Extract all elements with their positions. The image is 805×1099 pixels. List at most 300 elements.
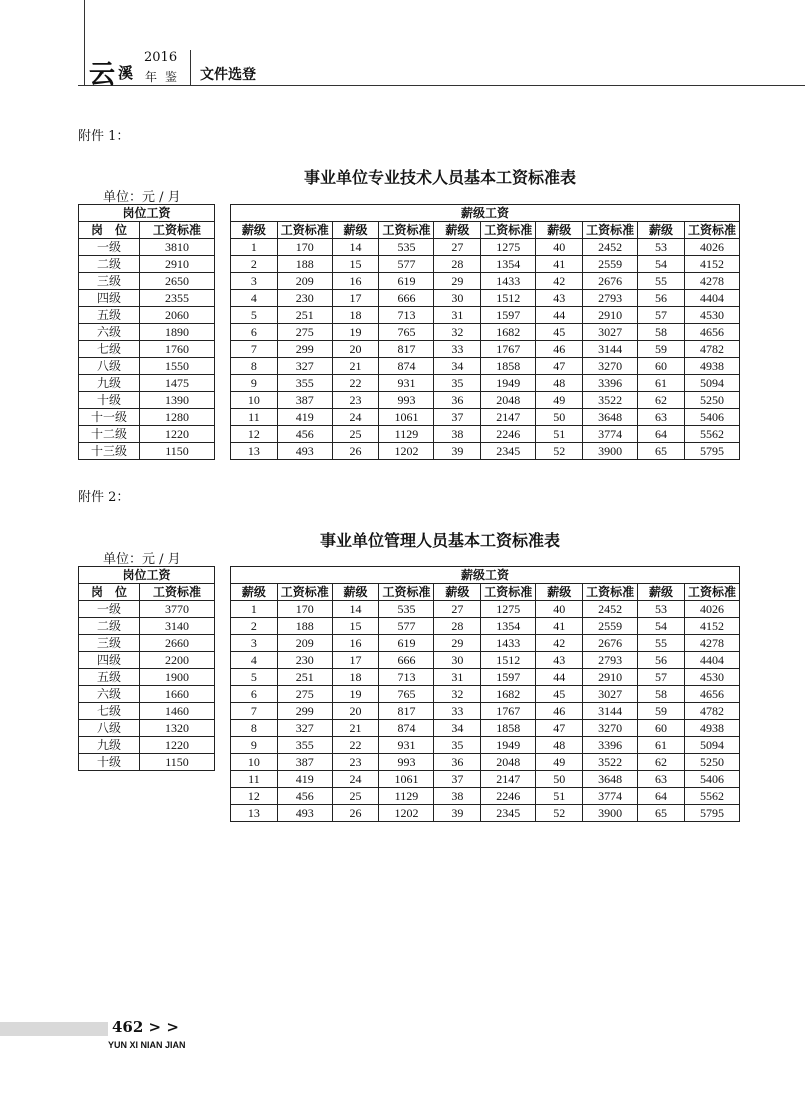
standard-cell: 5094 [684,737,739,754]
standard-cell: 355 [277,375,332,392]
level-cell: 59 [638,703,685,720]
standard-cell: 251 [277,669,332,686]
standard-cell: 5795 [684,805,739,822]
table-row [231,426,740,443]
standard-cell: 874 [379,358,434,375]
level-cell: 2 [231,256,278,273]
standard-cell: 5094 [684,375,739,392]
standard-cell: 993 [379,754,434,771]
standard-cell: 2793 [583,290,638,307]
standard-cell: 3140 [140,618,215,635]
position-cell: 一级 [79,601,140,618]
standard-cell: 1949 [481,375,536,392]
level-cell: 18 [332,669,379,686]
standard-cell: 993 [379,392,434,409]
level-cell: 43 [536,652,583,669]
level-cell: 15 [332,256,379,273]
page-number: 462 > > [112,1018,179,1036]
level-cell: 27 [434,601,481,618]
standard-cell: 5406 [684,771,739,788]
standard-cell: 1354 [481,618,536,635]
level-cell: 3 [231,273,278,290]
level-cell: 47 [536,720,583,737]
standard-cell: 2345 [481,443,536,460]
table-row [231,686,740,703]
col-level: 薪级 [434,222,481,239]
position-salary-table-1 [78,204,215,460]
standard-cell: 1512 [481,652,536,669]
level-cell: 19 [332,324,379,341]
level-cell: 23 [332,392,379,409]
standard-cell: 3900 [583,443,638,460]
standard-cell: 4938 [684,720,739,737]
attachment1-unit: 单位：元 / 月 [103,190,181,205]
level-cell: 50 [536,771,583,788]
standard-cell: 1900 [140,669,215,686]
level-cell: 34 [434,720,481,737]
position-cell: 四级 [79,290,140,307]
standard-cell: 2910 [583,669,638,686]
standard-cell: 874 [379,720,434,737]
table-row [231,256,740,273]
level-cell: 56 [638,652,685,669]
level-cell: 20 [332,703,379,720]
col-standard: 工资标准 [277,584,332,601]
table-row [231,788,740,805]
standard-cell: 5406 [684,409,739,426]
standard-cell: 3396 [583,375,638,392]
table-row [231,307,740,324]
level-cell: 10 [231,754,278,771]
level-cell: 39 [434,805,481,822]
grade-table-header: 薪级工资 [231,567,740,584]
standard-cell: 3270 [583,720,638,737]
position-cell: 五级 [79,307,140,324]
level-cell: 55 [638,635,685,652]
level-cell: 49 [536,754,583,771]
standard-cell: 2452 [583,601,638,618]
level-cell: 63 [638,771,685,788]
standard-cell: 493 [277,443,332,460]
standard-cell: 1949 [481,737,536,754]
standard-cell: 275 [277,686,332,703]
level-cell: 8 [231,358,278,375]
level-cell: 21 [332,358,379,375]
level-cell: 1 [231,601,278,618]
level-cell: 31 [434,669,481,686]
level-cell: 46 [536,703,583,720]
standard-cell: 535 [379,239,434,256]
standard-cell: 535 [379,601,434,618]
standard-cell: 1660 [140,686,215,703]
attachment1-title: 事业单位专业技术人员基本工资标准表 [303,168,576,187]
level-cell: 35 [434,375,481,392]
level-cell: 7 [231,703,278,720]
table-row [231,273,740,290]
standard-cell: 1597 [481,669,536,686]
level-cell: 38 [434,788,481,805]
standard-cell: 3522 [583,754,638,771]
level-cell: 60 [638,358,685,375]
level-cell: 58 [638,324,685,341]
level-cell: 2 [231,618,278,635]
standard-cell: 1682 [481,324,536,341]
table-row [231,703,740,720]
table-row [79,324,215,341]
table-row [79,307,215,324]
col-level: 薪级 [231,222,278,239]
level-cell: 1 [231,239,278,256]
standard-cell: 1129 [379,426,434,443]
standard-cell: 5562 [684,788,739,805]
position-cell: 五级 [79,669,140,686]
standard-cell: 3027 [583,324,638,341]
level-cell: 38 [434,426,481,443]
attachment2-title: 事业单位管理人员基本工资标准表 [319,531,560,550]
level-cell: 49 [536,392,583,409]
level-cell: 61 [638,737,685,754]
col-level: 薪级 [434,584,481,601]
level-cell: 59 [638,341,685,358]
table-row [231,771,740,788]
level-cell: 15 [332,618,379,635]
table-row [231,754,740,771]
level-cell: 62 [638,754,685,771]
level-cell: 54 [638,618,685,635]
standard-cell: 666 [379,652,434,669]
standard-cell: 3027 [583,686,638,703]
standard-cell: 170 [277,239,332,256]
standard-cell: 817 [379,341,434,358]
standard-cell: 2676 [583,273,638,290]
level-cell: 8 [231,720,278,737]
table-row [231,239,740,256]
level-cell: 52 [536,443,583,460]
level-cell: 64 [638,426,685,443]
col-standard: 工资标准 [379,222,434,239]
logo-char-xi: 溪 [118,64,134,82]
table-row [231,601,740,618]
level-cell: 53 [638,601,685,618]
standard-cell: 275 [277,324,332,341]
standard-cell: 2048 [481,754,536,771]
standard-cell: 387 [277,392,332,409]
standard-cell: 1390 [140,392,215,409]
level-cell: 57 [638,307,685,324]
standard-cell: 299 [277,703,332,720]
standard-cell: 1433 [481,273,536,290]
header-nianjian: 年鉴 [145,70,186,84]
standard-cell: 1220 [140,737,215,754]
standard-cell: 4782 [684,703,739,720]
standard-cell: 1202 [379,443,434,460]
level-cell: 44 [536,307,583,324]
level-cell: 31 [434,307,481,324]
col-standard: 工资标准 [583,584,638,601]
standard-cell: 2559 [583,256,638,273]
standard-cell: 577 [379,618,434,635]
col-level: 薪级 [231,584,278,601]
level-cell: 22 [332,737,379,754]
standard-cell: 1767 [481,341,536,358]
standard-cell: 713 [379,669,434,686]
table-row [231,409,740,426]
footer-english: YUN XI NIAN JIAN [108,1040,186,1050]
level-cell: 50 [536,409,583,426]
standard-cell: 3396 [583,737,638,754]
table-row [79,618,215,635]
level-cell: 65 [638,805,685,822]
standard-cell: 4530 [684,307,739,324]
level-cell: 57 [638,669,685,686]
standard-cell: 2246 [481,426,536,443]
level-cell: 13 [231,805,278,822]
level-cell: 14 [332,239,379,256]
level-cell: 28 [434,256,481,273]
pos-table-header: 岗位工资 [79,205,215,222]
level-cell: 32 [434,324,481,341]
position-cell: 八级 [79,720,140,737]
standard-cell: 2910 [140,256,215,273]
table-row [79,273,215,290]
standard-cell: 1150 [140,754,215,771]
standard-cell: 1150 [140,443,215,460]
level-cell: 46 [536,341,583,358]
standard-cell: 1354 [481,256,536,273]
standard-cell: 1460 [140,703,215,720]
standard-cell: 1550 [140,358,215,375]
pos-col-position: 岗 位 [79,222,140,239]
standard-cell: 1760 [140,341,215,358]
standard-cell: 2452 [583,239,638,256]
level-cell: 17 [332,290,379,307]
standard-cell: 666 [379,290,434,307]
table-row [231,375,740,392]
standard-cell: 3810 [140,239,215,256]
level-cell: 29 [434,273,481,290]
level-cell: 11 [231,409,278,426]
level-cell: 48 [536,737,583,754]
level-cell: 45 [536,686,583,703]
standard-cell: 1061 [379,771,434,788]
standard-cell: 1280 [140,409,215,426]
table-row [79,669,215,686]
level-cell: 19 [332,686,379,703]
standard-cell: 931 [379,737,434,754]
position-cell: 八级 [79,358,140,375]
standard-cell: 817 [379,703,434,720]
level-cell: 37 [434,771,481,788]
level-cell: 42 [536,635,583,652]
standard-cell: 1890 [140,324,215,341]
standard-cell: 3900 [583,805,638,822]
level-cell: 17 [332,652,379,669]
standard-cell: 1320 [140,720,215,737]
pos-table-header: 岗位工资 [79,567,215,584]
level-cell: 54 [638,256,685,273]
standard-cell: 3144 [583,703,638,720]
table-row [231,290,740,307]
level-cell: 44 [536,669,583,686]
level-cell: 12 [231,426,278,443]
position-cell: 三级 [79,273,140,290]
table-row [231,652,740,669]
position-cell: 九级 [79,375,140,392]
col-standard: 工资标准 [684,222,739,239]
standard-cell: 3770 [140,601,215,618]
level-cell: 36 [434,754,481,771]
table-row [231,341,740,358]
level-cell: 14 [332,601,379,618]
standard-cell: 188 [277,256,332,273]
table-row [79,601,215,618]
table-row [79,290,215,307]
table-row [79,426,215,443]
header-year: 2016 [144,50,178,65]
standard-cell: 5795 [684,443,739,460]
level-cell: 39 [434,443,481,460]
level-cell: 30 [434,290,481,307]
standard-cell: 1597 [481,307,536,324]
standard-cell: 2676 [583,635,638,652]
level-cell: 62 [638,392,685,409]
table-row [79,720,215,737]
standard-cell: 1433 [481,635,536,652]
table-row [231,720,740,737]
level-cell: 3 [231,635,278,652]
level-cell: 34 [434,358,481,375]
standard-cell: 4278 [684,273,739,290]
standard-cell: 2355 [140,290,215,307]
level-cell: 65 [638,443,685,460]
standard-cell: 2793 [583,652,638,669]
level-cell: 5 [231,307,278,324]
level-cell: 10 [231,392,278,409]
position-cell: 二级 [79,618,140,635]
level-cell: 33 [434,703,481,720]
level-cell: 13 [231,443,278,460]
position-cell: 六级 [79,324,140,341]
standard-cell: 209 [277,635,332,652]
level-cell: 60 [638,720,685,737]
level-cell: 52 [536,805,583,822]
col-standard: 工资标准 [481,584,536,601]
standard-cell: 387 [277,754,332,771]
standard-cell: 355 [277,737,332,754]
table-row [231,618,740,635]
standard-cell: 188 [277,618,332,635]
standard-cell: 419 [277,771,332,788]
pos-col-position: 岗 位 [79,584,140,601]
level-cell: 25 [332,426,379,443]
page-header [0,0,805,95]
header-section: 文件选登 [200,67,256,83]
standard-cell: 3648 [583,409,638,426]
level-cell: 58 [638,686,685,703]
standard-cell: 765 [379,324,434,341]
level-cell: 28 [434,618,481,635]
standard-cell: 2060 [140,307,215,324]
standard-cell: 3144 [583,341,638,358]
col-standard: 工资标准 [684,584,739,601]
standard-cell: 577 [379,256,434,273]
level-cell: 11 [231,771,278,788]
logo-char-yun: 云 [89,60,116,90]
standard-cell: 2559 [583,618,638,635]
table-row [79,652,215,669]
standard-cell: 4938 [684,358,739,375]
col-level: 薪级 [332,584,379,601]
level-cell: 51 [536,426,583,443]
col-level: 薪级 [638,584,685,601]
table-row [79,635,215,652]
level-cell: 18 [332,307,379,324]
standard-cell: 4530 [684,669,739,686]
standard-cell: 2246 [481,788,536,805]
standard-cell: 1129 [379,788,434,805]
table-row [231,324,740,341]
position-cell: 一级 [79,239,140,256]
grade-salary-table-2 [230,566,740,822]
table-row [79,443,215,460]
standard-cell: 2147 [481,771,536,788]
standard-cell: 4026 [684,239,739,256]
level-cell: 40 [536,601,583,618]
level-cell: 41 [536,618,583,635]
level-cell: 61 [638,375,685,392]
col-standard: 工资标准 [481,222,536,239]
level-cell: 12 [231,788,278,805]
standard-cell: 456 [277,426,332,443]
col-standard: 工资标准 [583,222,638,239]
position-cell: 三级 [79,635,140,652]
standard-cell: 1202 [379,805,434,822]
standard-cell: 5562 [684,426,739,443]
header-divider [84,0,85,86]
standard-cell: 619 [379,635,434,652]
standard-cell: 3648 [583,771,638,788]
table-row [231,669,740,686]
standard-cell: 1858 [481,720,536,737]
level-cell: 45 [536,324,583,341]
col-level: 薪级 [536,222,583,239]
standard-cell: 1275 [481,239,536,256]
table-row [79,392,215,409]
standard-cell: 170 [277,601,332,618]
standard-cell: 4404 [684,290,739,307]
level-cell: 40 [536,239,583,256]
table-row [79,341,215,358]
position-salary-table-2 [78,566,215,771]
position-cell: 四级 [79,652,140,669]
col-level: 薪级 [536,584,583,601]
level-cell: 20 [332,341,379,358]
pos-col-standard: 工资标准 [140,222,215,239]
standard-cell: 5250 [684,392,739,409]
level-cell: 42 [536,273,583,290]
standard-cell: 2147 [481,409,536,426]
table-row [231,392,740,409]
level-cell: 4 [231,290,278,307]
level-cell: 32 [434,686,481,703]
level-cell: 25 [332,788,379,805]
standard-cell: 713 [379,307,434,324]
col-standard: 工资标准 [277,222,332,239]
level-cell: 23 [332,754,379,771]
level-cell: 16 [332,635,379,652]
standard-cell: 1512 [481,290,536,307]
table-row [79,409,215,426]
